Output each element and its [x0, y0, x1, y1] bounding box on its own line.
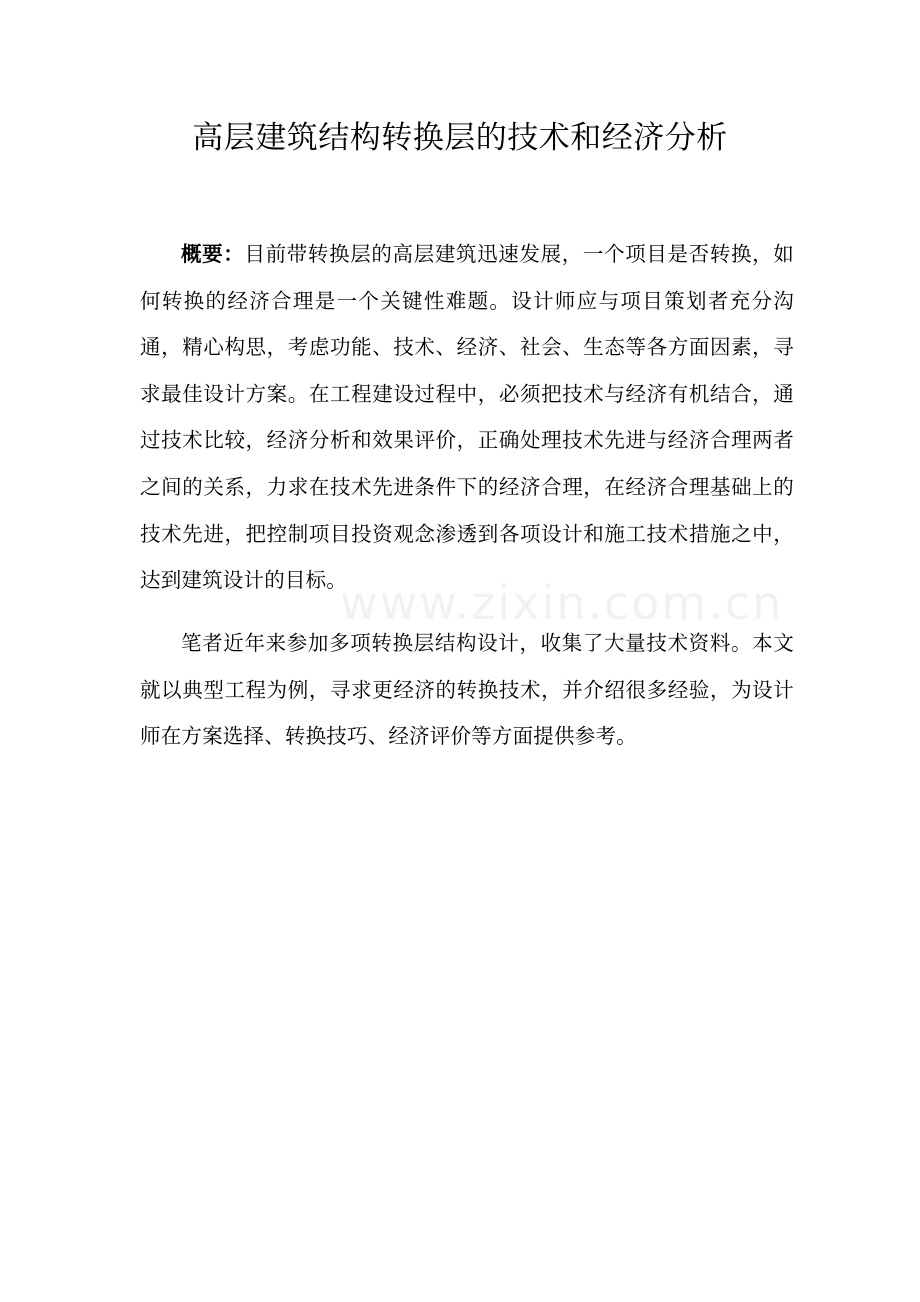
- intro-paragraph: 笔者近年来参加多项转换层结构设计，收集了大量技术资料。本文就以典型工程为例，寻求更经济的转换技术，并介绍很多经验，为设计师在方案选择、转换技巧、经济评价等方面提供参考。: [140, 631, 794, 749]
- document-title: 高层建筑结构转换层的技术和经济分析: [192, 120, 728, 156]
- watermark: www.zixin.com.cn: [340, 576, 784, 630]
- abstract-text: 目前带转换层的高层建筑迅速发展，一个项目是否转换，如何转换的经济合理是一个关键性难题。设计师应与项目策划者充分沟通，精心构思，考虑功能、技术、经济、社会、生态等各方面因素，寻求最佳设计方案。在工程建设过程中，必须把技术与经济有机结合，通过技术比较，经济分析和效果评价，正确处理技术先进与经济合理两者之间的关系，力求在技术先进条件下的经济合理，在经济合理基础上的技术先进，把控制项目投资观念渗透到各项设计和施工技术措施之中，达到建筑设计的目标。: [140, 242, 794, 593]
- abstract-paragraph: [140, 231, 794, 604]
- abstract-label: 概要：: [181, 242, 245, 266]
